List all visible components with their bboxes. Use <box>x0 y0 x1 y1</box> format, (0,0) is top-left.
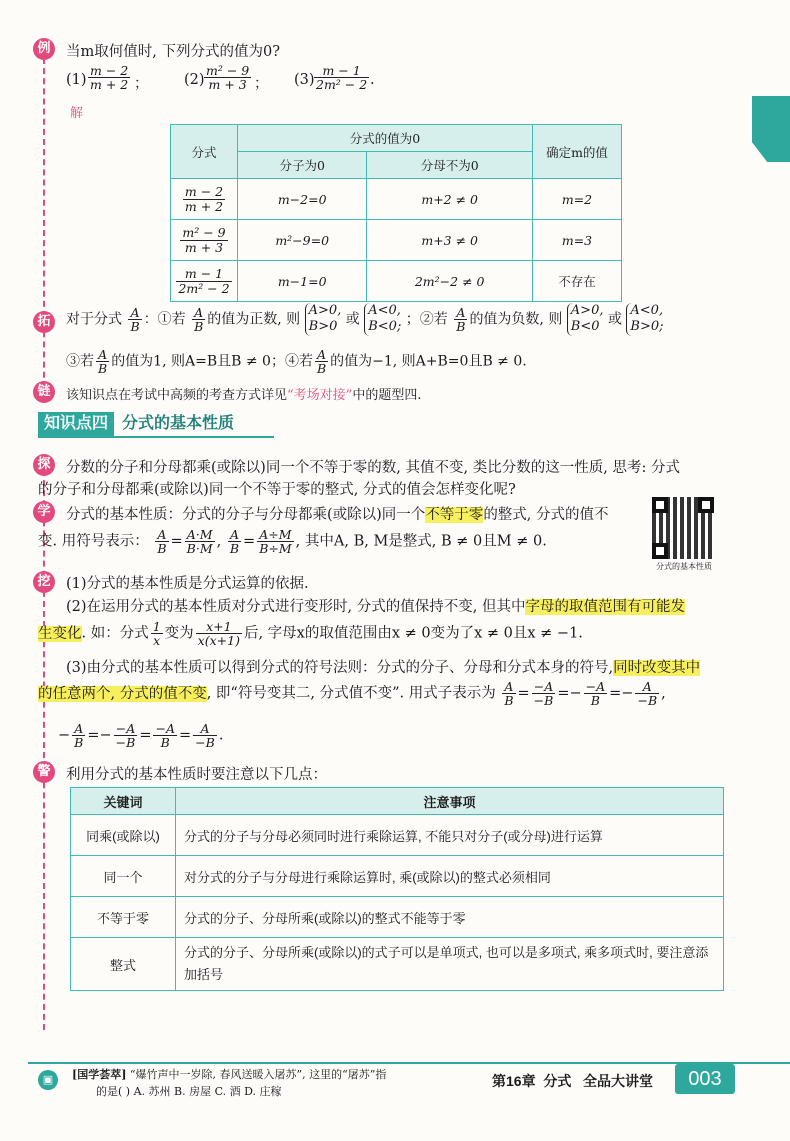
page-number: 003 <box>675 1064 735 1094</box>
item-2-label: (2) <box>184 72 205 88</box>
section-tag: 知识点四 <box>38 412 114 436</box>
dig-p2: (2)在运用分式的基本性质对分式进行变形时, 分式的值保持不变, 但其中字母的取值范围有可能发 <box>66 599 685 615</box>
dig-p4: (3)由分式的基本性质可以得到分式的符号法则：分式的分子、分母和分式本身的符号,同时改变其中 <box>66 660 701 676</box>
footer-chapter: 第16章 分式 全品大讲堂 <box>492 1073 654 1089</box>
th-keyword: 关键词 <box>71 788 176 815</box>
section-underline <box>38 436 274 438</box>
table-row: $\frac{\text{m² − 9}}{m + 3}$ m²−9=0 m+3 ≠ 0 m=3 <box>171 220 622 261</box>
explore-line-2: 的分子和分母都乘(或除以)同一个不等于零的整式, 分式的值会怎样变化呢? <box>38 482 516 498</box>
footer-quiz: [国学荟萃] “爆竹声中一岁除, 春风送暖入屠苏”, 这里的“屠苏”指 的是( ) A. 苏州 B. 房屋 C. 酒 D. 庄稼 <box>72 1068 387 1098</box>
item-3-fraction: $\frac{m - 1}{\text{2m² − 2}}$ <box>316 63 368 93</box>
th-notes: 注意事项 <box>176 788 724 815</box>
section-heading <box>38 412 242 436</box>
qr-finder-tr <box>698 497 714 513</box>
th-determine-m: 确定m的值 <box>533 125 622 179</box>
dig-p6: − $\frac{A}{B}$ =− $\frac{-A}{-B}$ = $\frac{-A}{B}$ = $\frac{A}{-B}$ . <box>58 721 224 751</box>
page-footer <box>0 1062 790 1102</box>
table-row: $\frac{m - 2}{m + 2}$ m−2=0 m+2 ≠ 0 m=2 <box>171 179 622 220</box>
item-1-fraction: $\frac{m - 2}{m + 2}$ <box>90 63 129 93</box>
learn-line-2: 变. 用符号表示： $\frac{A}{B}$ = $\frac{A\cdot M}{B\cdot M}$ , $\frac{A}{B}$ = $\frac{A\div M}{B\div M}$ , 其中A, B, M是整式, B ≠ 0且M ≠ 0. <box>38 527 547 557</box>
solution-label: 解 <box>70 106 84 121</box>
qr-caption: 分式的基本性质 <box>656 562 712 571</box>
warn-intro: 利用分式的基本性质时要注意以下几点： <box>66 767 327 783</box>
dig-p5: 的任意两个, 分式的值不变, 即“符号变其二, 分式值不变”. 用式子表示为 $\frac{A}{B}$ = $\frac{-A}{-B}$ =− $\frac{-A}{B}$ =− $\frac{A}{-B}$ , <box>38 679 666 709</box>
extend-line-1: 对于分式 $\frac{A}{B}$ ：①若 $\frac{A}{B}$ 的值为正数, 则 A>0, B>0 或 A<0, B<0; ；②若 $\frac{A}{B}$ 的值为负数, 则 A>0, B<0 或 A<0, B>0; <box>66 303 664 335</box>
book-icon: ▣ <box>38 1070 58 1090</box>
explore-line-1: 分数的分子和分母都乘(或除以)同一个不等于零的数, 其值不变, 类比分数的这一性质, 思考: 分式 <box>66 460 680 476</box>
notes-table <box>70 787 724 991</box>
learn-badge: 学 <box>33 501 55 523</box>
example-items: (1) $\frac{m - 2}{m + 2}$ ； (2) $\frac{\text{m² − 9}}{m + 3}$ ； (3) $\frac{m - 1}{\text{2m² − 2}}$ . <box>66 63 375 93</box>
section-title: 分式的基本性质 <box>122 415 235 432</box>
item-1-label: (1) <box>66 72 87 88</box>
table-row: $\frac{m - 1}{\text{2m² − 2}}$ m−1=0 2m²−2 ≠ 0 不存在 <box>171 261 622 302</box>
table-row: 同一个 对分式的分子与分母进行乘除运算时, 乘(或除以)的整式必须相同 <box>71 856 724 897</box>
th-fraction: 分式 <box>171 125 238 179</box>
example-question: 当m取何值时, 下列分式的值为0? <box>66 44 280 60</box>
dig-p3: 生变化. 如：分式 $\frac{1}{x}$ 变为 $\frac{x+1}{x(x+1)}$ 后, 字母x的取值范围由x ≠ 0变为了x ≠ 0且x ≠ −1. <box>38 619 583 649</box>
item-3-label: (3) <box>294 72 315 88</box>
extend-line-2: ③若 $\frac{A}{B}$ 的值为1, 则A=B且B ≠ 0；④若 $\frac{A}{B}$ 的值为−1, 则A+B=0且B ≠ 0. <box>66 347 527 377</box>
learn-line-1: 分式的基本性质：分式的分子与分母都乘(或除以)同一个不等于零的整式, 分式的值不 <box>66 507 609 523</box>
th-denominator-nonzero: 分母不为0 <box>367 152 533 179</box>
page-side-tab <box>752 96 790 162</box>
qr-finder-bl <box>652 543 668 559</box>
qr-finder-tl <box>652 497 668 513</box>
table-row: 整式 分式的分子、分母所乘(或除以)的式子可以是单项式, 也可以是多项式, 乘多项式时, 要注意添加括号 <box>71 938 724 991</box>
th-value-zero: 分式的值为0 <box>238 125 533 152</box>
link-badge: 链 <box>33 381 55 403</box>
dig-badge: 挖 <box>33 571 55 593</box>
explore-badge: 探 <box>33 454 55 476</box>
table-row: 同乘(或除以) 分式的分子与分母必须同时进行乘除运算, 不能只对分子(或分母)进行运算 <box>71 815 724 856</box>
link-reference[interactable]: “考场对接” <box>287 388 353 403</box>
table-row: 不等于零 分式的分子、分母所乘(或除以)的整式不能等于零 <box>71 897 724 938</box>
th-numerator-zero: 分子为0 <box>238 152 367 179</box>
warn-badge: 警 <box>33 761 55 783</box>
extend-badge: 拓 <box>33 311 55 333</box>
example-badge: 例 <box>33 38 55 60</box>
link-text: 该知识点在考试中高频的考查方式详见“考场对接”中的题型四. <box>66 388 422 403</box>
dig-p1: (1)分式的基本性质是分式运算的依据. <box>66 576 309 592</box>
solution-table <box>170 124 622 302</box>
item-2-fraction: $\frac{\text{m² − 9}}{m + 3}$ <box>206 63 250 93</box>
margin-dashed-line-top <box>43 58 45 398</box>
